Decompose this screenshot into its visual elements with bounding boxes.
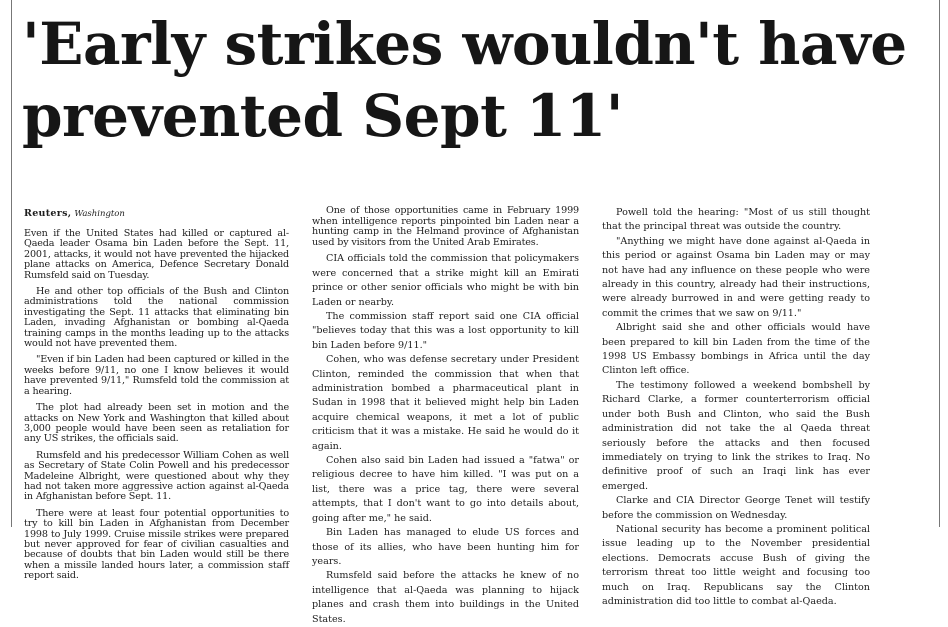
paragraph: Cohen also said bin Laden had issued a "fatwa" or religious decree to have him killed. "I was put on a list, there was a price tag, there were several attempts, that I don't want to go into details about, going after me," he said. <box>312 455 579 524</box>
paragraph: The testimony followed a weekend bombshell by Richard Clarke, a former counterterrorism official under both Bush and Clinton, who said the Bush administration did not take the al Qaeda threat seriously before the attacks and then focused immediately on trying to link the strikes to Iraq. No definitive proof of such an Iraqi link has ever emerged. <box>602 379 870 492</box>
paragraph: There were at least four potential opportunities to try to kill bin Laden in Afghanistan from December 1998 to July 1999. Cruise missile strikes were prepared but never approved for fear of civilian casualties and because of doubts that bin Laden would still be there when a missile landed hours later, a commission staff report said. <box>24 507 289 582</box>
paragraph: "Even if bin Laden had been captured or killed in the weeks before 9/11, no one I know believes it would have prevented 9/11," Rumsfeld told the commission at a hearing. <box>24 354 289 397</box>
paragraph: One of those opportunities came in February 1999 when intelligence reports pinpointed bin Laden near a hunting camp in the Helmand province of Afghanistan used by visitors from the United Arab Emirates. <box>312 205 579 248</box>
paragraph: National security has become a prominent political issue leading up to the November presidential elections. Democrats accuse Bush of giving the terrorism threat too little weight and focusing too much on Iraq. Republicans say the Clinton administration did too little to combat al-Qaeda. <box>602 523 870 607</box>
headline: 'Early strikes wouldn't have prevented Sept 11' <box>22 10 907 150</box>
paragraph: CIA officials told the commission that policymakers were concerned that a strike might kill an Emirati prince or other senior officials who might be with bin Laden or nearby. <box>312 253 579 308</box>
article-column-3 <box>602 206 870 609</box>
paragraph: Bin Laden has managed to elude US forces and those of its allies, who have been hunting him for years. <box>312 527 579 567</box>
paragraph: Cohen, who was defense secretary under President Clinton, reminded the commission that when that administration bombed a pharmaceutical plant in Sudan in 1998 that it believed might help bin Laden acquire chemical weapons, it met a lot of public criticism that it was a mistake. He said he would do it again. <box>312 354 579 452</box>
paragraph: He and other top officials of the Bush and Clinton administrations told the national commission investigating the Sept. 11 attacks that eliminating bin Laden, invading Afghanistan or bombing al-Qaeda training camps in the months leading up to the attacks would not have prevented them. <box>24 286 289 350</box>
paragraph: Rumsfeld said before the attacks he knew of no intelligence that al-Qaeda was planning to hijack planes and crash them into buildings in the United States. <box>312 570 579 625</box>
paragraph: Rumsfeld and his predecessor William Cohen as well as Secretary of State Colin Powell and his predecessor Madeleine Albright, were questioned about why they had not taken more aggressive action against al-Qaeda in Afghanistan before Sept. 11. <box>24 449 289 503</box>
paragraph: Powell told the hearing: "Most of us still thought that the principal threat was outside the country. <box>602 207 870 233</box>
paragraph: Even if the United States had killed or captured al-Qaeda leader Osama bin Laden before the Sept. 11, 2001, attacks, it would not have prevented the hijacked plane attacks on America, Defence Secretary Donald Rumsfeld said on Tuesday. <box>24 228 289 281</box>
article-column-1 <box>24 207 289 588</box>
paragraph: Albright said she and other officials would have been prepared to kill bin Laden from the time of the 1998 US Embassy bombings in Africa until the day Clinton left office. <box>602 322 870 377</box>
byline <box>24 207 289 221</box>
article-column-2 <box>312 206 579 627</box>
right-border-rule <box>939 0 940 527</box>
left-border-rule <box>11 0 12 527</box>
paragraph: The plot had already been set in motion and the attacks on New York and Washington that killed about 3,000 people would have been seen as retaliation for any US strikes, the officials said. <box>24 402 289 445</box>
byline-agency: Reuters, <box>24 208 72 219</box>
paragraph: Clarke and CIA Director George Tenet will testify before the commission on Wednesday. <box>602 495 870 521</box>
paragraph: "Anything we might have done against al-Qaeda in this period or against Osama bin Laden may or may not have had any influence on these people who were already in this country, already had their instructions, were already burrowed in and were getting ready to commit the crimes that we saw on 9/11." <box>602 235 870 319</box>
paragraph: The commission staff report said one CIA official "believes today that this was a lost opportunity to kill bin Laden before 9/11." <box>312 311 579 351</box>
byline-place: Washington <box>74 209 125 219</box>
